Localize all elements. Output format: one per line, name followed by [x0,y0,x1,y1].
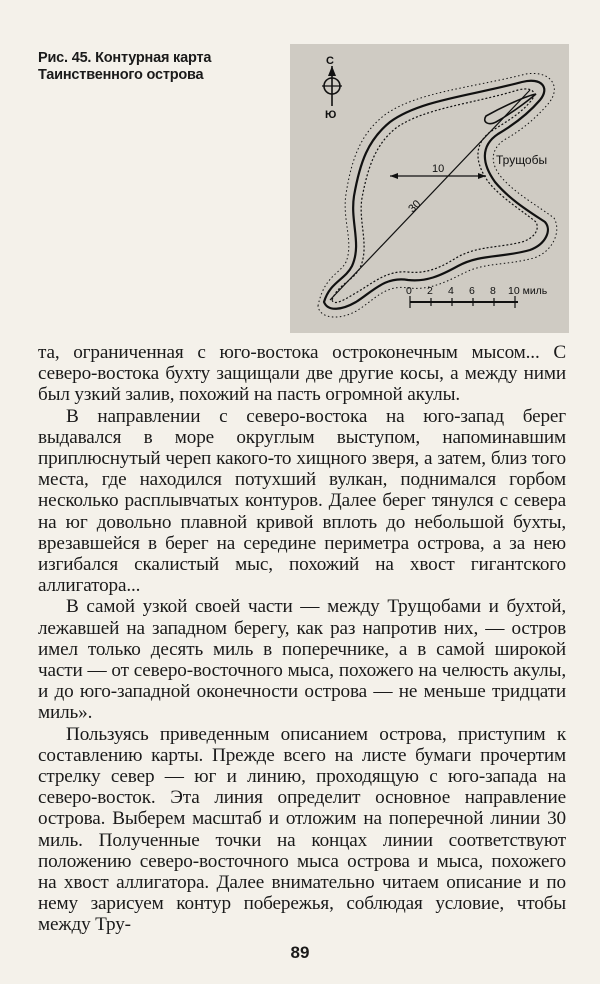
compass-north: С [326,55,334,67]
scale-tick: 4 [448,285,454,297]
scale-tick: 2 [427,285,433,297]
paragraph: Пользуясь приведенным описанием острова, приступим к составлению карты. Прежде всего на листе бумаги прочертим стрелку север — юг и линию, проходящую с юго-запада на северо-восток. Эта линия определит основное направление острова. Выберем масштаб и отложим на поперечной линии 30 миль. Полученные точки на концах линии соответствуют положению северо-восточного мыса острова и мыса, похожего на хвост аллигатора. Далее внимательно читаем описание и по нему зарисуем контур побережья, соблюдая условие, чтобы между Тру- [38,723,566,936]
scale-tick: 10 миль [508,285,548,297]
island-outline [318,73,557,317]
paragraph: В самой узкой своей части — между Трущобами и бухтой, лежавшей на западном берегу, как раз напротив них, — остров имел только десять миль в поперечнике, а в самой широкой части — от северо-восточного мыса, похожего на челюсть акулы, и до юго-западной оконечности острова — не меньше тридцати миль». [38,596,566,724]
compass-icon [322,66,342,106]
scale-tick: 0 [406,285,412,297]
scale-bar [410,296,518,308]
scale-tick: 6 [469,285,475,297]
width-label: 10 [432,163,445,175]
page-number: 89 [290,943,310,962]
body-text [38,342,566,936]
compass-south: Ю [325,109,337,121]
place-label-trushchoby: Трущобы [496,153,548,167]
measurement-lines [330,90,530,300]
island-map-drawing [290,44,569,333]
scale-tick: 8 [490,285,496,297]
island-map [290,44,569,333]
paragraph: та, ограниченная с юго-востока остроконечным мысом... С северо-востока бухту защищали две другие косы, а между ними был узкий залив, похожий на пасть огромной акулы. [38,342,566,406]
length-label: 30 [406,198,424,216]
paragraph: В направлении с северо-востока на юго-запад берег выдавался в море округлым выступом, напоминавшим приплюснутый череп какого-то хищного зверя, а затем, близ того места, где находился потухший вулкан, поднимался горбом несколько расплывчатых контуров. Далее берег тянулся с севера на юг довольно плавной кривой вплоть до небольшой бухты, врезавшейся в берег на середине периметра острова, а за нею изгибался скалистый мыс, похожий на хвост гигантского аллигатора... [38,405,566,597]
figure-caption: Рис. 45. Контурная карта Таинственного острова [38,50,212,83]
